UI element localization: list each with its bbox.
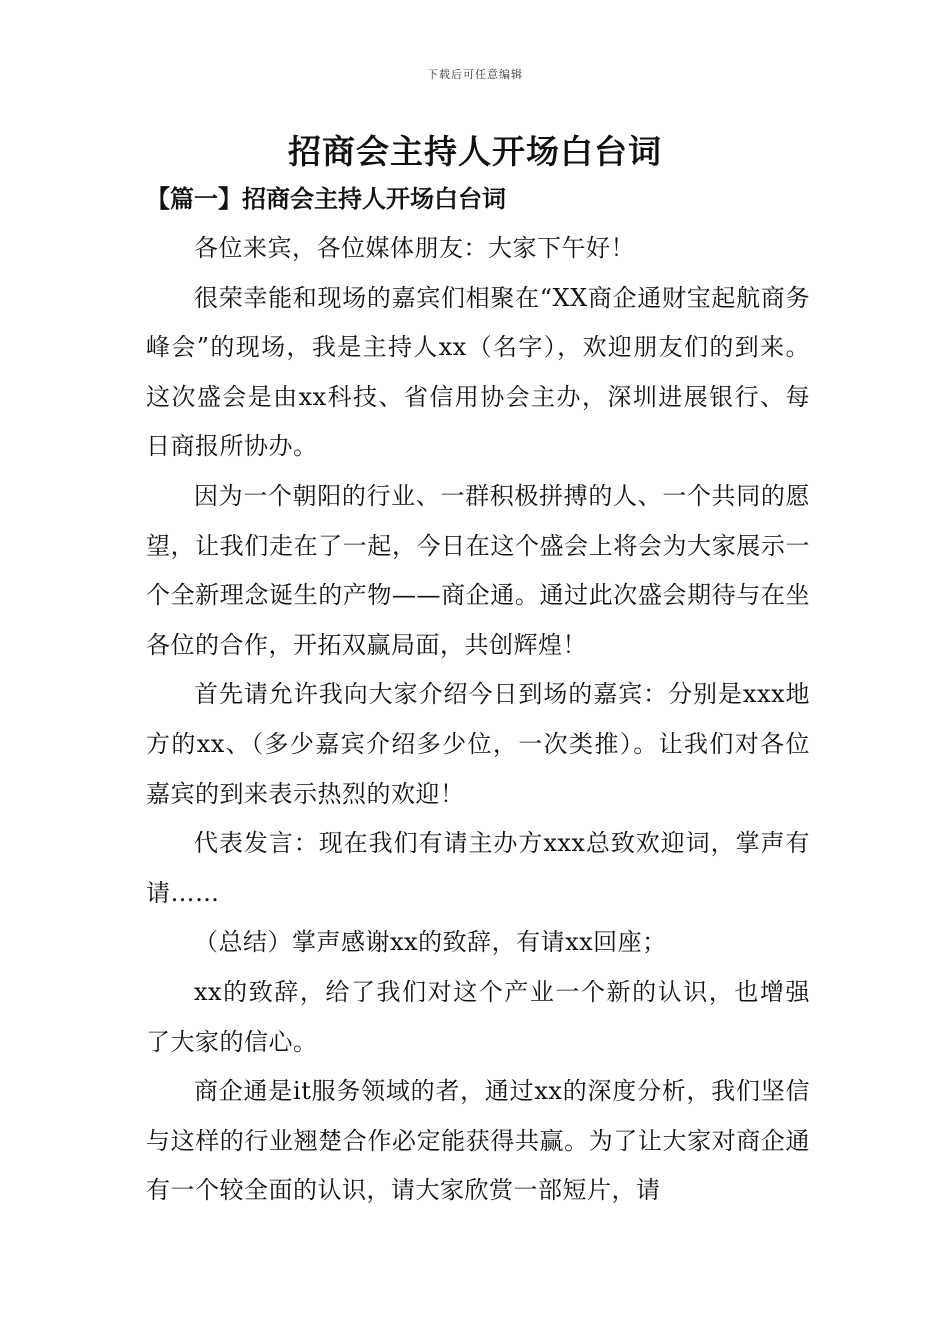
paragraph-welcome: 很荣幸能和现场的嘉宾们相聚在“XX商企通财宝起航商务峰会”的现场，我是主持人xx（名字），欢迎朋友们的到来。这次盛会是由xx科技、省信用协会主办，深圳进展银行、每日商报所协办。 [146, 283, 810, 461]
paragraph-greeting: 各位来宾，各位媒体朋友：大家下午好！ [194, 234, 635, 262]
paragraph-summary: （总结）掌声感谢xx的致辞，有请xx回座； [194, 928, 667, 957]
paragraph-purpose: 因为一个朝阳的行业、一群积极拼搏的人、一个共同的愿望，让我们走在了一起，今日在这个盛会上将会为大家展示一个全新理念诞生的产物——商企通。通过此次盛会期待与在坐各位的合作，开拓双赢局面，共创辉煌！ [146, 481, 810, 659]
paragraph-guest-introduction: 首先请允许我向大家介绍今日到场的嘉宾：分别是xxx地方的xx、（多少嘉宾介绍多少位，一次类推）。让我们对各位嘉宾的到来表示热烈的欢迎！ [146, 680, 810, 808]
document-title: 招商会主持人开场白台词 [288, 132, 662, 171]
header-note: 下载后可任意编辑 [427, 68, 523, 81]
paragraph-representative-speech: 代表发言：现在我们有请主办方xxx总致欢迎词，掌声有请…… [146, 829, 810, 907]
paragraph-speech-remark: xx的致辞，给了我们对这个产业一个新的认识，也增强了大家的信心。 [146, 977, 810, 1056]
document-body [146, 224, 810, 1216]
paragraph-company-introduction: 商企通是it服务领域的者，通过xx的深度分析，我们坚信与这样的行业翘楚合作必定能获得共赢。为了让大家对商企通有一个较全面的认识，请大家欣赏一部短片，请 [146, 1077, 810, 1205]
section-heading: 【篇一】招商会主持人开场白台词 [146, 184, 506, 213]
